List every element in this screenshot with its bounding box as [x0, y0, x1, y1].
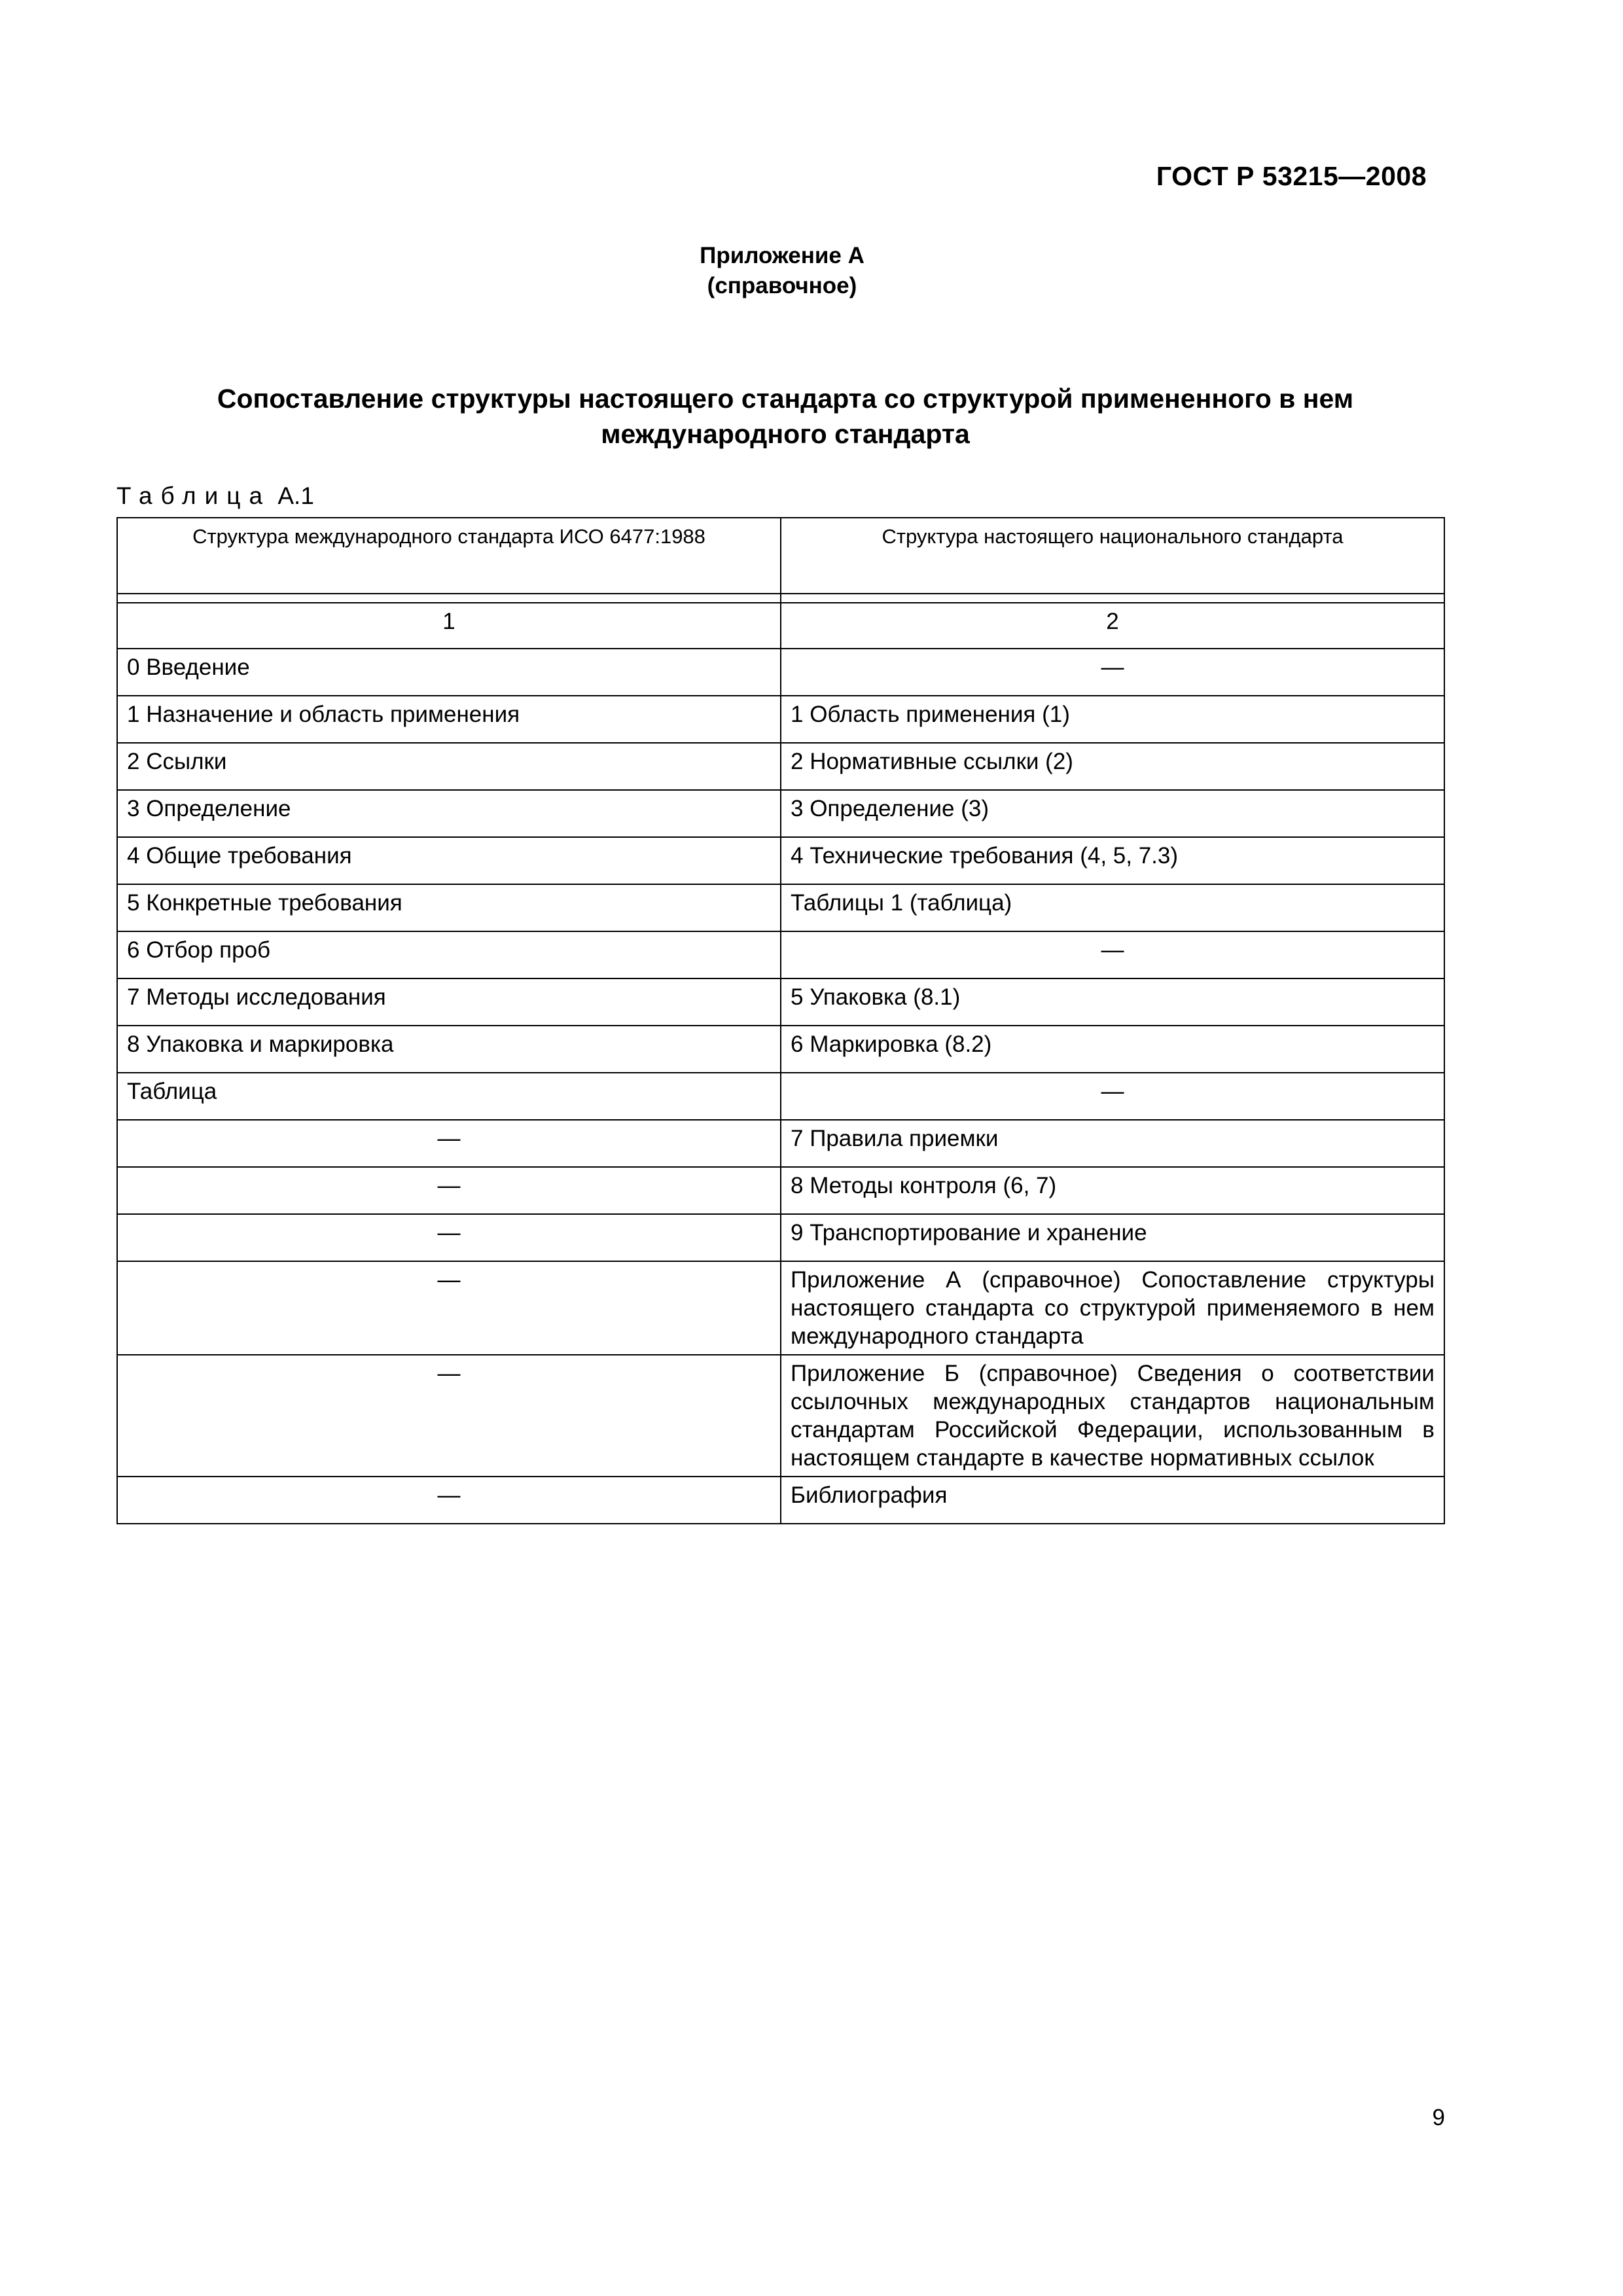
appendix-heading	[0, 241, 1564, 301]
table-row	[117, 1167, 1444, 1214]
table-row	[117, 1214, 1444, 1261]
intl-cell: —	[117, 1120, 781, 1167]
national-cell: Приложение Б (справочное) Сведения о соответствии ссылочных международных стандартов национальным стандартам Российской Федерации, использованным в настоящем стандарте в качестве нормативных ссылок	[781, 1355, 1444, 1477]
national-cell: 7 Правила приемки	[781, 1120, 1444, 1167]
column-header-national: Структура настоящего национального стандарта	[781, 518, 1444, 594]
national-cell: —	[781, 931, 1444, 978]
table-row	[117, 1120, 1444, 1167]
intl-cell: —	[117, 1167, 781, 1214]
intl-cell: 6 Отбор проб	[117, 931, 781, 978]
table-caption-word: Таблица	[116, 482, 272, 509]
structure-comparison-table	[116, 517, 1445, 1524]
table-row	[117, 1355, 1444, 1477]
document-code: ГОСТ Р 53215—2008	[1156, 161, 1427, 191]
intl-cell: 7 Методы исследования	[117, 978, 781, 1026]
intl-cell: 4 Общие требования	[117, 837, 781, 884]
national-cell: 4 Технические требования (4, 5, 7.3)	[781, 837, 1444, 884]
intl-cell: —	[117, 1355, 781, 1477]
national-cell: —	[781, 1073, 1444, 1120]
column-number-2: 2	[781, 603, 1444, 649]
table-row	[117, 931, 1444, 978]
page-number: 9	[1432, 2105, 1445, 2130]
national-cell: 8 Методы контроля (6, 7)	[781, 1167, 1444, 1214]
table-caption-number: А.1	[277, 482, 314, 509]
national-cell: —	[781, 649, 1444, 696]
table-row	[117, 696, 1444, 743]
table-row	[117, 837, 1444, 884]
table-row	[117, 1477, 1444, 1524]
national-cell: 6 Маркировка (8.2)	[781, 1026, 1444, 1073]
intl-cell: 8 Упаковка и маркировка	[117, 1026, 781, 1073]
intl-cell: 2 Ссылки	[117, 743, 781, 790]
national-cell: 1 Область применения (1)	[781, 696, 1444, 743]
table-row	[117, 884, 1444, 931]
table-header-row	[117, 518, 1444, 594]
intl-cell: —	[117, 1214, 781, 1261]
intl-cell: —	[117, 1477, 781, 1524]
column-header-international: Структура международного стандарта ИСО 6477:1988	[117, 518, 781, 594]
intl-cell: —	[117, 1261, 781, 1355]
table-row	[117, 790, 1444, 837]
column-number-row	[117, 603, 1444, 649]
intl-cell: Таблица	[117, 1073, 781, 1120]
table-caption	[116, 482, 314, 511]
national-cell: Приложение А (справочное) Сопоставление структуры настоящего стандарта со структурой применяемого в нем международного стандарта	[781, 1261, 1444, 1355]
national-cell: Таблицы 1 (таблица)	[781, 884, 1444, 931]
appendix-title-line-2: международного стандарта	[601, 419, 970, 449]
national-cell: 3 Определение (3)	[781, 790, 1444, 837]
national-cell: 9 Транспортирование и хранение	[781, 1214, 1444, 1261]
national-cell: Библиография	[781, 1477, 1444, 1524]
intl-cell: 1 Назначение и область применения	[117, 696, 781, 743]
column-number-1: 1	[117, 603, 781, 649]
table-row	[117, 1073, 1444, 1120]
header-separator	[117, 594, 1444, 603]
appendix-title-line-1: Сопоставление структуры настоящего стандарта со структурой примененного в нем	[217, 384, 1354, 414]
table-row	[117, 1261, 1444, 1355]
national-cell: 5 Упаковка (8.1)	[781, 978, 1444, 1026]
table-row	[117, 978, 1444, 1026]
intl-cell: 3 Определение	[117, 790, 781, 837]
intl-cell: 5 Конкретные требования	[117, 884, 781, 931]
table-row	[117, 743, 1444, 790]
table-row	[117, 1026, 1444, 1073]
appendix-title	[164, 381, 1407, 452]
intl-cell: 0 Введение	[117, 649, 781, 696]
appendix-name: Приложение А	[700, 243, 865, 268]
appendix-kind: (справочное)	[707, 273, 857, 298]
national-cell: 2 Нормативные ссылки (2)	[781, 743, 1444, 790]
table-row	[117, 649, 1444, 696]
